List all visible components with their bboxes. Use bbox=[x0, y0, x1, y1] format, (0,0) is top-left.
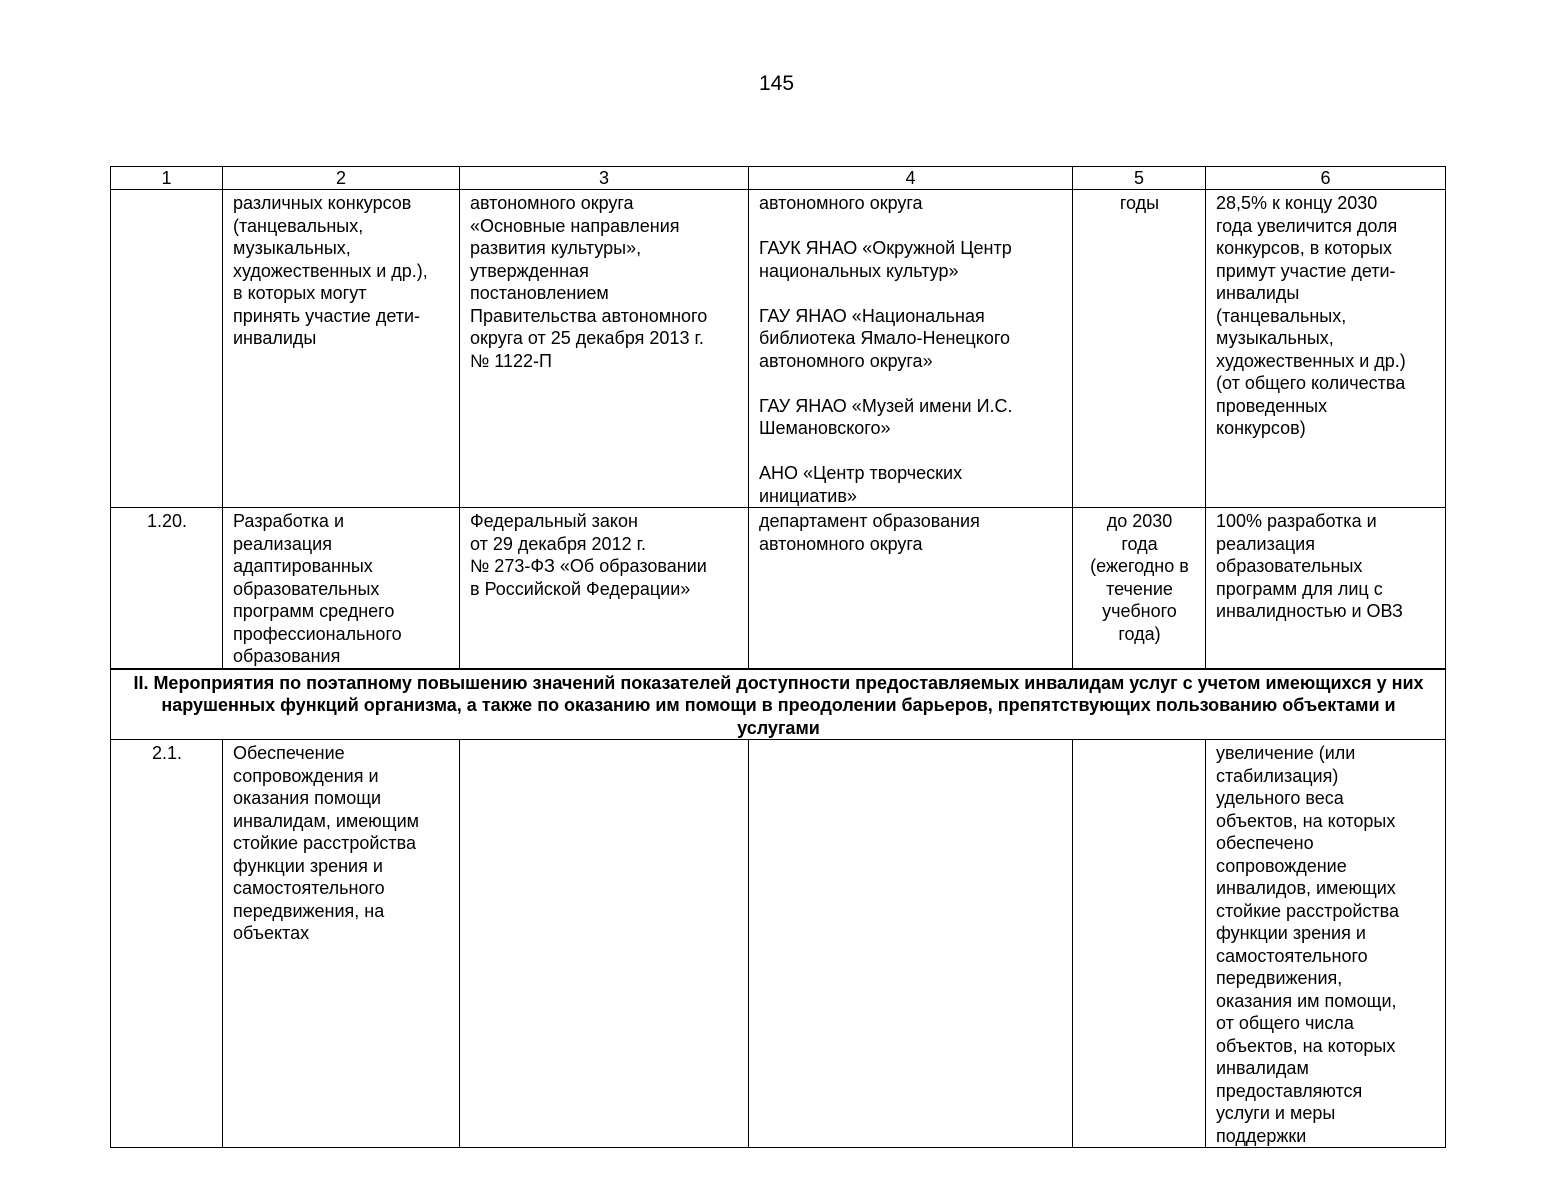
cell-legal-basis bbox=[460, 740, 749, 1148]
cell-item-number bbox=[111, 190, 223, 508]
table-header-row bbox=[111, 167, 1446, 190]
measures-table bbox=[110, 166, 1446, 1148]
cell-measure-name: Разработка и реализация адаптированных образовательных программ среднего профессионального образования bbox=[223, 508, 460, 669]
column-number-1: 1 bbox=[111, 167, 223, 190]
cell-responsible: департамент образования автономного округа bbox=[749, 508, 1073, 669]
column-number-5: 5 bbox=[1073, 167, 1206, 190]
table-row-1-20 bbox=[111, 508, 1446, 669]
column-number-3: 3 bbox=[460, 167, 749, 190]
section-heading-row bbox=[111, 669, 1446, 740]
table-row-continued bbox=[111, 190, 1446, 508]
table-row-2-1 bbox=[111, 740, 1446, 1148]
page-number: 145 bbox=[758, 72, 795, 95]
cell-deadline: до 2030 года (ежегодно в течение учебного года) bbox=[1073, 508, 1206, 669]
cell-measure-name: Обеспечение сопровождения и оказания помощи инвалидам, имеющим стойкие расстройства функции зрения и самостоятельного передвижения, на объектах bbox=[223, 740, 460, 1148]
cell-deadline: годы bbox=[1073, 190, 1206, 508]
cell-measure-name: различных конкурсов (танцевальных, музыкальных, художественных и др.), в которых могут принять участие дети- инвалиды bbox=[223, 190, 460, 508]
cell-responsible bbox=[749, 740, 1073, 1148]
cell-responsible: автономного округа ГАУК ЯНАО «Окружной Центр национальных культур» ГАУ ЯНАО «Национальная библиотека Ямало-Ненецкого автономного округа» ГАУ ЯНАО «Музей имени И.С. Шемановского» АНО «Центр творческих инициатив» bbox=[749, 190, 1073, 508]
cell-item-number: 1.20. bbox=[111, 508, 223, 669]
cell-legal-basis: Федеральный закон от 29 декабря 2012 г. № 273-ФЗ «Об образовании в Российской Федерации» bbox=[460, 508, 749, 669]
cell-legal-basis: автономного округа «Основные направления развития культуры», утвержденная постановлением Правительства автономного округа от 25 декабря 2013 г. № 1122-П bbox=[460, 190, 749, 508]
column-number-4: 4 bbox=[749, 167, 1073, 190]
cell-result: 100% разработка и реализация образовательных программ для лиц с инвалидностью и ОВЗ bbox=[1206, 508, 1446, 669]
cell-result: увеличение (или стабилизация) удельного веса объектов, на которых обеспечено сопровождение инвалидов, имеющих стойкие расстройства функции зрения и самостоятельного передвижения, оказания им помощи, от общего числа объектов, на которых инвалидам предоставляются услуги и меры поддержки bbox=[1206, 740, 1446, 1148]
cell-result: 28,5% к концу 2030 года увеличится доля конкурсов, в которых примут участие дети- инвалиды (танцевальных, музыкальных, художественных и др.) (от общего количества проведенных конкурсов) bbox=[1206, 190, 1446, 508]
column-number-2: 2 bbox=[223, 167, 460, 190]
cell-deadline bbox=[1073, 740, 1206, 1148]
cell-item-number: 2.1. bbox=[111, 740, 223, 1148]
section-2-heading: II. Мероприятия по поэтапному повышению значений показателей доступности предоставляемых инвалидам услуг с учетом имеющихся у них нарушенных функций организма, а также по оказанию им помощи в преодолении барьеров, препятствующих пользованию объектами и услугами bbox=[111, 669, 1446, 740]
column-number-6: 6 bbox=[1206, 167, 1446, 190]
